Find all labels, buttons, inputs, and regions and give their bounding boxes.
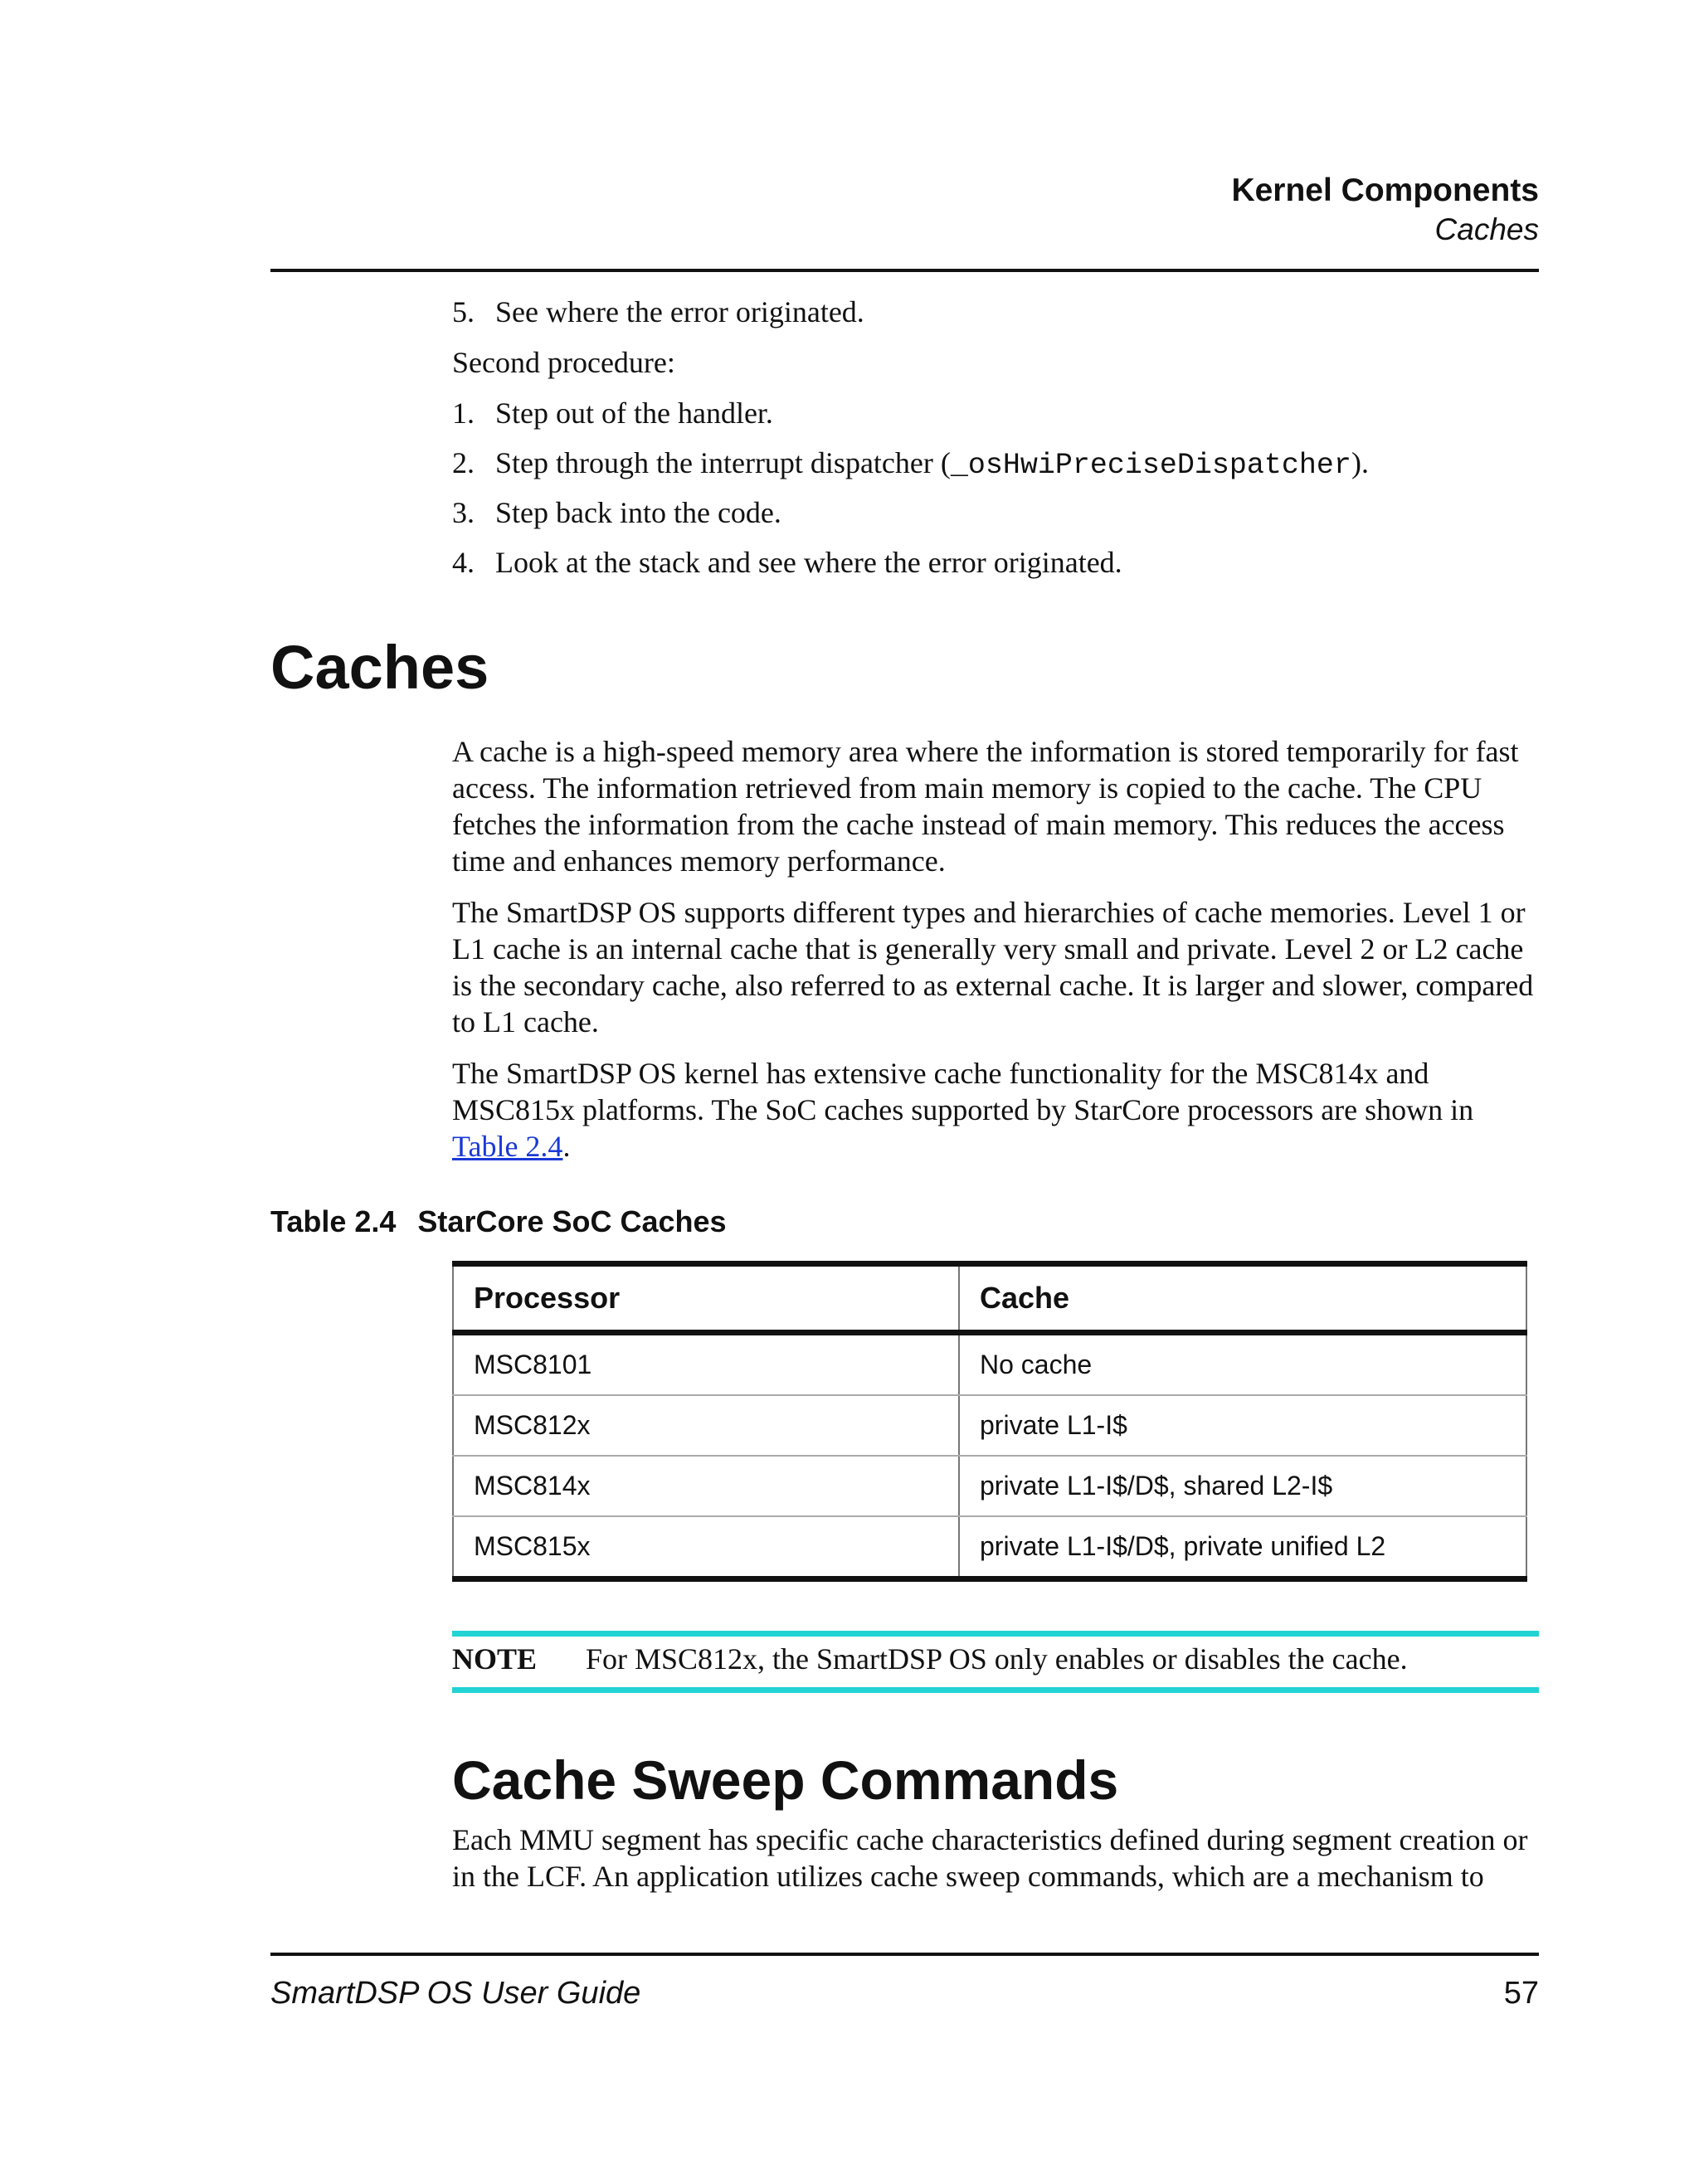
code-identifier: _osHwiPreciseDispatcher <box>950 449 1351 482</box>
table-row <box>453 1395 1526 1456</box>
table-2-4-link[interactable]: Table 2.4 <box>452 1130 563 1163</box>
column-header-processor: Processor <box>453 1264 959 1333</box>
starcore-soc-caches-table <box>452 1261 1527 1582</box>
note-label: NOTE <box>452 1642 538 1676</box>
running-header-chapter: Kernel Components <box>1231 173 1539 208</box>
table-row <box>453 1333 1526 1396</box>
note-text: For MSC812x, the SmartDSP OS only enables or disables the cache. <box>586 1642 1408 1676</box>
cell-cache: No cache <box>959 1333 1526 1396</box>
header-rule <box>270 269 1539 272</box>
subsection-heading-cache-sweep: Cache Sweep Commands <box>452 1749 1119 1811</box>
page-number: 57 <box>1503 1976 1539 2011</box>
note-bottom-rule <box>452 1687 1539 1693</box>
table-row <box>453 1456 1526 1516</box>
paragraph-cache-hierarchy: The SmartDSP OS supports different types and hierarchies of cache memories. Level 1 or L1 cache is an internal cache that is generally very small and private. Level 2 or L2 cache is the secondary cache, also referred to as external cache. It is larger and slower, compared to L1 cache. <box>452 896 1534 1038</box>
cell-processor: MSC8101 <box>453 1333 959 1396</box>
cell-processor: MSC814x <box>453 1456 959 1516</box>
footer-rule <box>270 1953 1539 1956</box>
footer-title: SmartDSP OS User Guide <box>270 1976 641 2011</box>
column-header-cache: Cache <box>959 1264 1526 1333</box>
table-row <box>453 1516 1526 1579</box>
cell-cache: private L1-I$/D$, private unified L2 <box>959 1516 1526 1579</box>
cell-cache: private L1-I$ <box>959 1395 1526 1456</box>
cell-cache: private L1-I$/D$, shared L2-I$ <box>959 1456 1526 1516</box>
paragraph-cache-definition: A cache is a high-speed memory area where the information is stored temporarily for fast access. The information retrieved from main memory is copied to the cache. The CPU fetches the information from the cache instead of main memory. This reduces the access time and enhances memory performance. <box>452 735 1519 878</box>
cell-processor: MSC812x <box>453 1395 959 1456</box>
cell-processor: MSC815x <box>453 1516 959 1579</box>
note-top-rule <box>452 1631 1539 1637</box>
paragraph-kernel-cache: The SmartDSP OS kernel has extensive cache functionality for the MSC814x and MSC815x platforms. The SoC caches supported by StarCore processors are shown in Table 2.4. <box>452 1057 1474 1163</box>
paragraph-cache-sweep: Each MMU segment has specific cache characteristics defined during segment creation or in the LCF. An application utilizes cache sweep commands, which are a mechanism to <box>452 1823 1528 1893</box>
table-caption: Table 2.4 StarCore SoC Caches <box>270 1204 727 1238</box>
running-header-section: Caches <box>1434 212 1539 246</box>
section-heading-caches: Caches <box>270 633 489 702</box>
second-procedure-label: Second procedure: <box>452 346 675 379</box>
table-header-row <box>453 1264 1526 1333</box>
